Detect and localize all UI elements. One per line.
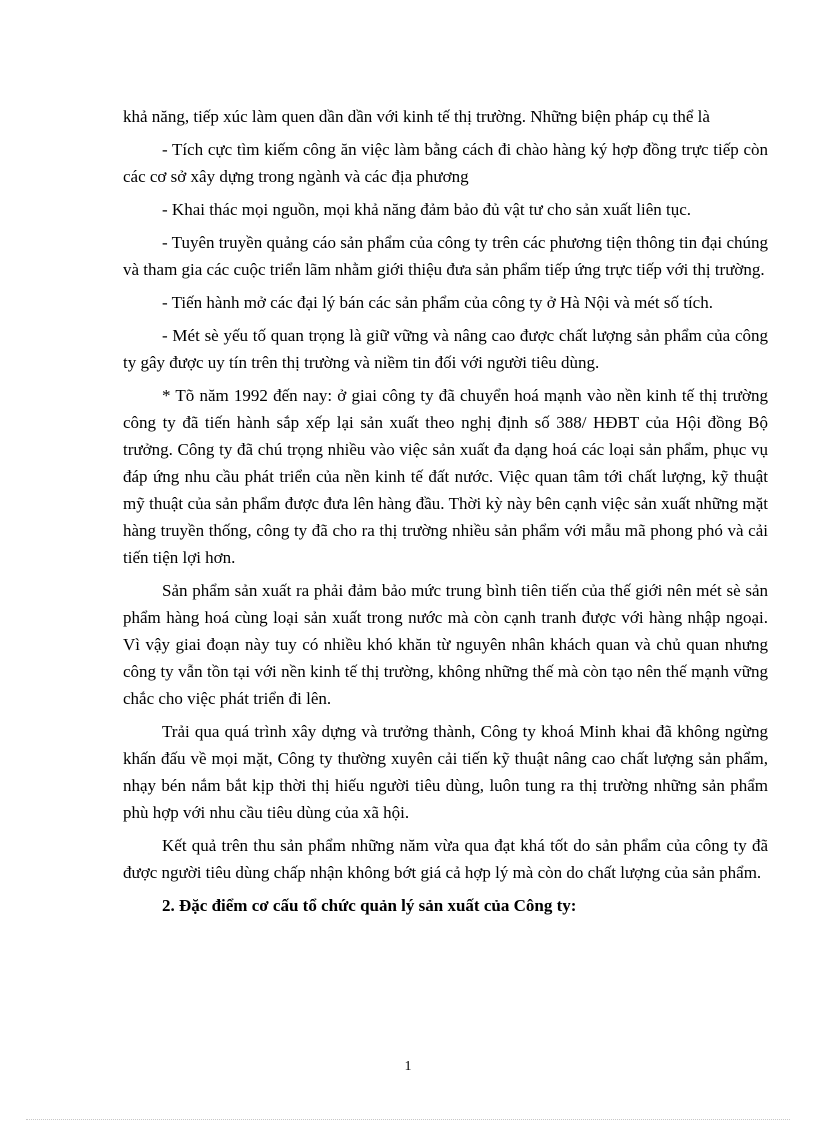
paragraph-results: Kết quả trên thu sản phẩm những năm vừa qua đạt khá tốt do sản phẩm của công ty đã được người tiêu dùng chấp nhận không bớt giá cả hợp lý mà còn do chất lượng của sản phẩm. bbox=[123, 836, 768, 882]
paragraph-bullet-job-search: - Tích cực tìm kiếm công ăn việc làm bằng cách đi chào hàng ký hợp đồng trực tiếp còn các cơ sở xây dựng trong ngành và các địa phương bbox=[123, 140, 768, 186]
paragraph-continuation: khả năng, tiếp xúc làm quen dần dần với kinh tế thị trường. Những biện pháp cụ thể là bbox=[123, 107, 710, 126]
paragraph-bullet-quality: - Mét sè yếu tố quan trọng là giữ vững và nâng cao được chất lượng sản phẩm của công ty gây được uy tín trên thị trường và niềm tin đối với người tiêu dùng. bbox=[123, 326, 768, 372]
paragraph-since-1992: * Tõ năm 1992 đến nay: ở giai công ty đã chuyển hoá mạnh vào nền kinh tế thị trường công ty đã tiến hành sắp xếp lại sản xuất theo nghị định số 388/ HĐBT của Hội đồng Bộ trưởng. Công ty đã chú trọng nhiều vào việc sản xuất đa dạng hoá các loại sản phẩm, phục vụ đáp ứng nhu cầu phát triển của nền kinh tế đất nước. Việc quan tâm tới chất lượng, kỹ thuật mỹ thuật của sản phẩm được đưa lên hàng đầu. Thời kỳ này bên cạnh việc sản xuất những mặt hàng truyền thống, công ty đã cho ra thị trường nhiều sản phẩm với mẫu mã phong phó và cải tiến tiện lợi hơn. bbox=[123, 386, 768, 567]
section-heading: 2. Đặc điểm cơ cấu tổ chức quản lý sản xuất của Công ty: bbox=[162, 896, 577, 915]
paragraph-product-standards: Sản phẩm sản xuất ra phải đảm bảo mức trung bình tiên tiến của thế giới nên mét sè sản phẩm hàng hoá cùng loại sản xuất trong nước mà còn cạnh tranh được với hàng nhập ngoại. Vì vậy giai đoạn này tuy có nhiều khó khăn từ nguyên nhân khách quan và chủ quan nhưng công ty vẫn tồn tại với nền kinh tế thị trường, không những thế mà còn tạo nên thế mạnh vững chắc cho việc phát triển đi lên. bbox=[123, 581, 768, 708]
paragraph-bullet-agents: - Tiến hành mở các đại lý bán các sản phẩm của công ty ở Hà Nội và mét số tích. bbox=[162, 293, 713, 312]
page-bottom-divider bbox=[26, 1119, 790, 1120]
page-number: 1 bbox=[404, 1059, 412, 1074]
paragraph-bullet-materials: - Khai thác mọi nguồn, mọi khả năng đảm bảo đủ vật tư cho sản xuất liên tục. bbox=[162, 200, 692, 219]
paragraph-bullet-advertising: - Tuyên truyền quảng cáo sản phẩm của công ty trên các phương tiện thông tin đại chúng và tham gia các cuộc triển lãm nhằm giới thiệu đưa sản phẩm tiếp ứng trực tiếp với thị trường. bbox=[123, 233, 768, 279]
paragraph-growth: Trải qua quá trình xây dựng và trưởng thành, Công ty khoá Minh khai đã không ngừng khấn đấu về mọi mặt, Công ty thường xuyên cải tiến kỹ thuật nâng cao chất lượng sản phẩm, nhạy bén nắm bắt kịp thời thị hiếu người tiêu dùng, luôn tung ra thị trường những sản phẩm phù hợp với nhu cầu tiêu dùng của xã hội. bbox=[123, 722, 768, 822]
page-body bbox=[123, 103, 768, 919]
